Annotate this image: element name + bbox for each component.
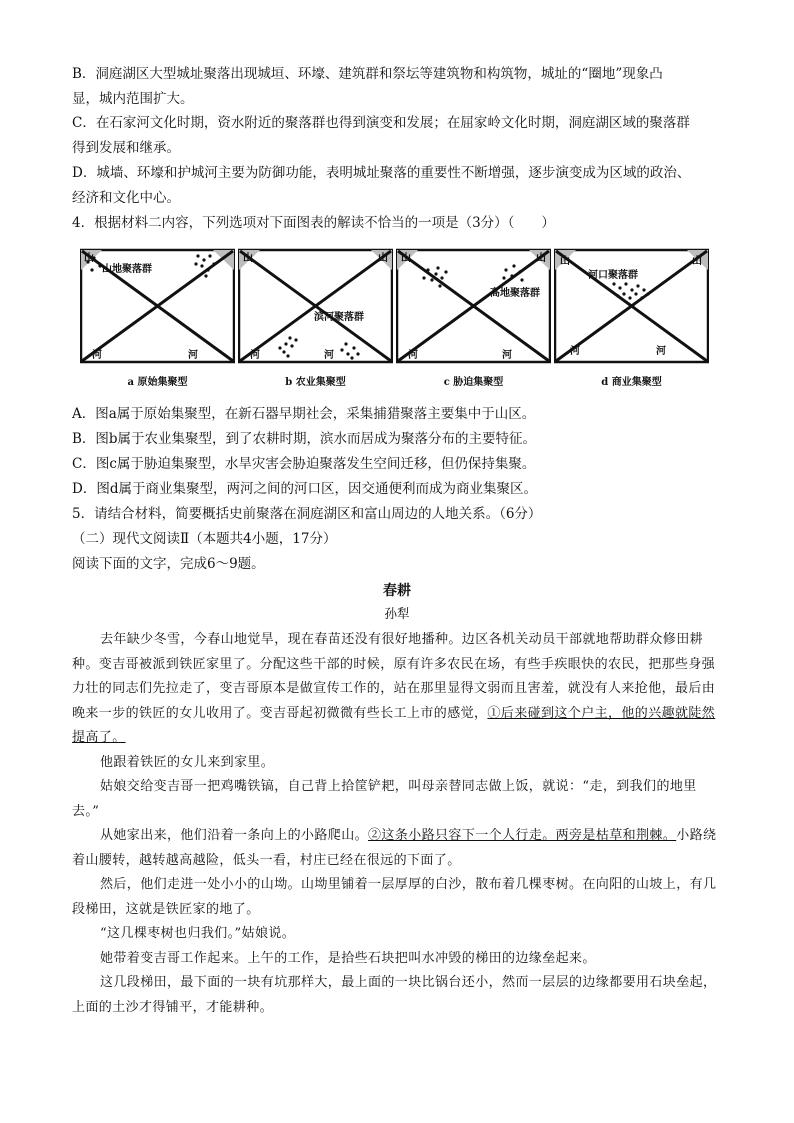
paragraph: “这几棵枣树也归我们。”姑娘说。 (100, 926, 296, 941)
river-label-right: 河 (656, 346, 666, 357)
paragraph: 这几段梯田，最下面的一块有坑那样大，最上面的一块比锅台还小，然而一层层的边缘都要用石块垒起，上面的土沙才得铺平，才能耕种。 (72, 975, 717, 1015)
question-4-option-c: C．图c属于胁迫集聚型，水旱灾害会胁迫聚落发生空间迁移，但仍保持集聚。 (72, 456, 536, 472)
option-d-line1: D．城墙、环壕和护城河主要为防御功能，表明城址聚落的重要性不断增强，逐步演变成为区域的政治、 (72, 165, 691, 181)
river-label-right: 河 (188, 350, 198, 361)
section-instruction: 阅读下面的文字，完成6～9题。 (72, 556, 265, 572)
figure-a (80, 248, 235, 388)
river-label-right: 河 (324, 350, 334, 361)
paragraph (72, 628, 722, 751)
mountain-label-right: 山 (692, 256, 702, 267)
river-label-left: 河 (92, 350, 102, 361)
underlined-sentence-1: ①后来碰到这个户主，他的兴趣就陡然提高了。 (72, 705, 716, 745)
option-c-line2: 得到发展和继承。 (72, 140, 180, 156)
figure-d (554, 248, 709, 388)
paragraph: 她带着变吉哥工作起来。上午的工作，是拾些石块把叫水冲毁的梯田的边缘垒起来。 (100, 950, 596, 966)
question-5: 5．请结合材料，简要概括史前聚落在洞庭湖区和富山周边的人地关系。（6分） (72, 506, 542, 522)
river-label-left: 河 (250, 350, 260, 361)
figure-caption: b 农业集聚型 (285, 377, 346, 388)
figure-caption: a 原始集聚型 (127, 377, 188, 388)
paragraph: 他跟着铁匠的女儿来到家里。 (100, 754, 275, 770)
figure-b (238, 248, 393, 388)
mountain-label-right: 山 (536, 253, 546, 264)
figure-caption: c 胁迫集聚型 (443, 377, 504, 388)
mountain-label-left: 山 (401, 253, 411, 264)
paragraph-text: 从她家出来，他们沿着一条向上的小路爬山。 (100, 828, 369, 843)
paragraph (72, 824, 722, 873)
question-4-option-d: D．图d属于商业集聚型，两河之间的河口区，因交通便利而成为商业集聚区。 (72, 481, 537, 497)
paragraph-text: 去年缺少冬雪，今春山地觉旱，现在春苗还没有很好地播种。边区各机关动员干部就地帮助群众修田耕种。变吉哥被派到铁匠家里了。分配这些干部的时候，原有许多农民在场，有些手疾眼快的农民，把那些身强力壮的同志们先拉走了，变吉哥原本是做宣传工作的，站在那里显得文弱而且害羞，就没有人来抢他，最后由晚来一步的铁匠的女儿收用了。变吉哥起初微微有些长工上市的感觉， (72, 632, 716, 721)
section-heading: （二）现代文阅读Ⅱ（本题共4小题，17分） (72, 531, 337, 547)
option-c-line1: C．在石家河文化时期，资水附近的聚落群也得到演变和发展；在屈家岭文化时期，洞庭湖区域的聚落群 (72, 115, 690, 131)
story-body (72, 628, 722, 1020)
paragraph-text: 小路绕着山腰转，越转越高越险，低头一看，村庄已经在很远的下面了。 (72, 828, 717, 868)
question-4-option-a: A．图a属于原始集聚型，在新石器早期社会，采集捕猎聚落主要集中于山区。 (72, 406, 536, 422)
settlement-label: 滨河聚落群 (314, 312, 364, 323)
question-4-stem: 4．根据材料二内容，下列选项对下面图表的解读不恰当的一项是（3分）（ ） (72, 215, 555, 231)
story-author: 孙犁 (384, 606, 410, 621)
figure-caption: d 商业集聚型 (601, 377, 662, 388)
option-b-line1: B．洞庭湖区大型城址聚落出现城垣、环壕、建筑群和祭坛等建筑物和构筑物，城址的“圈地”现象凸 (72, 66, 663, 82)
paragraph: 然后，他们走进一处小小的山坳。山坳里铺着一层厚厚的白沙，散布着几棵枣树。在向阳的山坡上，有几段梯田，这就是铁匠家的地了。 (72, 877, 717, 917)
question-4-option-b: B．图b属于农业集聚型，到了农耕时期，滨水而居成为聚落分布的主要特征。 (72, 431, 537, 447)
settlement-label: 山地聚落群 (102, 264, 152, 275)
mountain-label-left: 山 (560, 256, 570, 267)
story-title: 春耕 (383, 583, 411, 599)
river-label-right: 河 (502, 350, 512, 361)
option-b-line2: 显，城内范围扩大。 (72, 91, 194, 107)
mountain-label-left: 山 (243, 253, 253, 264)
mountain-label-right: 山 (378, 253, 388, 264)
river-label-left: 河 (408, 350, 418, 361)
river-label-left: 河 (570, 346, 580, 357)
settlement-label: 高地聚落群 (490, 288, 540, 299)
paragraph: 姑娘交给变吉哥一把鸡嘴铁镐，自己背上拾筐铲耙，叫母亲替同志做上饭，就说：“走，到我们的地里去。” (72, 779, 697, 819)
underlined-sentence-2: ②这条小路只容下一个人行走。两旁是枯草和荆棘。 (368, 828, 677, 843)
figure-c (396, 248, 551, 388)
settlement-label: 河口聚落群 (588, 270, 638, 281)
option-d-line2: 经济和文化中心。 (72, 190, 180, 206)
mountain-label-left: 山 (84, 253, 94, 264)
